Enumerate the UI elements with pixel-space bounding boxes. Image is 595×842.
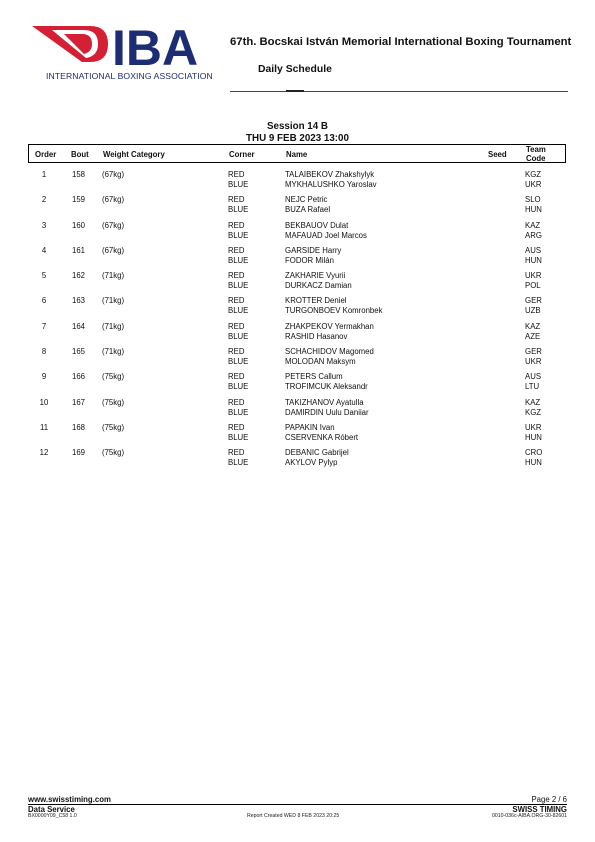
bout-order: 11 — [39, 422, 49, 432]
blue-corner: BLUE — [228, 458, 249, 468]
blue-boxer-name: AKYLOV Pylyp — [285, 458, 338, 468]
blue-boxer-name: DURKACZ Damian — [285, 281, 352, 291]
red-boxer-name: ZHAKPEKOV Yermakhan — [285, 321, 374, 331]
red-corner: RED — [228, 422, 245, 432]
blue-corner: BLUE — [228, 180, 249, 189]
blue-corner: BLUE — [228, 205, 249, 215]
blue-team-code: ARG — [525, 230, 542, 240]
bout-number: 162 — [72, 271, 86, 281]
red-corner: RED — [228, 271, 245, 281]
blue-team-code: UKR — [525, 180, 542, 189]
column-bout: Bout — [71, 150, 89, 159]
blue-corner: BLUE — [228, 255, 249, 265]
weight-category: (71kg) — [102, 321, 125, 331]
bout-list — [28, 170, 566, 474]
blue-corner: BLUE — [228, 331, 249, 341]
weight-category: (71kg) — [102, 296, 125, 306]
bout-number: 167 — [72, 397, 86, 407]
doc-title: Daily Schedule — [258, 64, 332, 75]
table-row — [28, 195, 566, 220]
weight-category: (75kg) — [102, 422, 125, 432]
event-title: 67th. Bocskai István Memorial International Boxing Tournament — [230, 36, 572, 48]
bout-number: 165 — [72, 347, 86, 357]
bout-number: 158 — [72, 170, 86, 179]
red-team-code: CRO — [525, 448, 543, 458]
blue-boxer-name: MYKHALUSHKO Yaroslav — [285, 180, 377, 189]
logo-wordmark: IBA — [112, 20, 199, 70]
weight-category: (67kg) — [102, 220, 125, 230]
page-number: Page 2 / 6 — [531, 795, 567, 804]
red-corner: RED — [228, 170, 245, 179]
blue-team-code: KGZ — [525, 407, 542, 417]
red-corner: RED — [228, 397, 245, 407]
table-row — [28, 296, 566, 321]
table-row — [28, 448, 566, 473]
blue-team-code: LTU — [525, 382, 540, 392]
footer-divider — [28, 804, 567, 805]
session-datetime: THU 9 FEB 2023 13:00 — [246, 133, 349, 144]
table-row — [28, 271, 566, 296]
bout-number: 161 — [72, 245, 86, 255]
swiss-timing-label: SWISS TIMING — [512, 805, 567, 814]
bout-number: 159 — [72, 195, 86, 205]
bout-order: 4 — [41, 245, 47, 255]
weight-category: (67kg) — [102, 195, 125, 205]
table-header — [28, 144, 566, 163]
column-name: Name — [286, 150, 308, 159]
bout-number: 166 — [72, 372, 86, 382]
red-team-code: UKR — [525, 271, 542, 281]
red-boxer-name: TALAIBEKOV Zhakshylyk — [285, 170, 375, 179]
table-row — [28, 372, 566, 397]
table-row — [28, 170, 566, 195]
column-weight-category: Weight Category — [103, 150, 165, 159]
header-divider — [230, 91, 568, 92]
weight-category: (67kg) — [102, 170, 125, 179]
table-row — [28, 347, 566, 372]
bout-number: 163 — [72, 296, 86, 306]
red-team-code: SLO — [525, 195, 541, 205]
blue-team-code: HUN — [525, 205, 542, 215]
column-team-code: Team Code — [526, 145, 546, 163]
blue-corner: BLUE — [228, 306, 249, 316]
logo-subtitle: INTERNATIONAL BOXING ASSOCIATION — [46, 71, 213, 81]
bout-order: 6 — [41, 296, 47, 306]
table-row — [28, 246, 566, 271]
column-corner: Corner — [229, 150, 255, 159]
red-boxer-name: TAKIZHANOV Ayatulla — [285, 397, 364, 407]
blue-corner: BLUE — [228, 432, 249, 442]
blue-corner: BLUE — [228, 230, 249, 240]
red-corner: RED — [228, 296, 245, 306]
weight-category: (75kg) — [102, 397, 125, 407]
blue-corner: BLUE — [228, 357, 249, 367]
bout-order: 10 — [39, 397, 49, 407]
blue-boxer-name: TROFIMCUK Aleksandr — [285, 382, 368, 392]
blue-team-code: HUN — [525, 255, 542, 265]
red-boxer-name: PETERS Callum — [285, 372, 343, 382]
red-team-code: KAZ — [525, 220, 541, 230]
red-team-code: KAZ — [525, 321, 541, 331]
red-corner: RED — [228, 220, 245, 230]
table-row — [28, 398, 566, 423]
iba-logo — [30, 20, 230, 84]
table-row — [28, 423, 566, 448]
red-team-code: UKR — [525, 422, 542, 432]
blue-boxer-name: BUZA Rafael — [285, 205, 331, 215]
blue-boxer-name: MAFAUAD Joel Marcos — [285, 230, 367, 240]
blue-corner: BLUE — [228, 407, 249, 417]
blue-boxer-name: TURGONBOEV Komronbek — [285, 306, 383, 316]
red-boxer-name: KROTTER Deniel — [285, 296, 347, 306]
red-team-code: KGZ — [525, 170, 542, 179]
red-team-code: AUS — [525, 372, 542, 382]
bout-order: 7 — [41, 321, 47, 331]
red-boxer-name: NEJC Petric — [285, 195, 328, 205]
blue-boxer-name: RASHID Hasanov — [285, 331, 348, 341]
red-corner: RED — [228, 372, 245, 382]
red-corner: RED — [228, 448, 245, 458]
report-created: Report Created WED 8 FEB 2023 20:25 — [247, 813, 340, 819]
bout-number: 160 — [72, 220, 86, 230]
red-boxer-name: GARSIDE Harry — [285, 245, 342, 255]
blue-boxer-name: MOLODAN Maksym — [285, 357, 356, 367]
red-boxer-name: BEKBAUOV Dulat — [285, 220, 349, 230]
bout-order: 3 — [41, 220, 47, 230]
blue-boxer-name: CSERVENKA Róbert — [285, 432, 359, 442]
table-row — [28, 221, 566, 246]
blue-team-code: HUN — [525, 458, 542, 468]
red-corner: RED — [228, 245, 245, 255]
blue-team-code: HUN — [525, 432, 542, 442]
blue-team-code: AZE — [525, 331, 541, 341]
data-service-label: Data Service — [28, 805, 75, 814]
red-boxer-name: ZAKHARIE Vyurii — [285, 271, 346, 281]
bout-number: 169 — [72, 448, 86, 458]
blue-boxer-name: DAMIRDIN Uulu Daniiar — [285, 407, 369, 417]
table-row — [28, 322, 566, 347]
blue-corner: BLUE — [228, 382, 249, 392]
blue-corner: BLUE — [228, 281, 249, 291]
bout-order: 5 — [41, 271, 47, 281]
bout-number: 164 — [72, 321, 86, 331]
red-team-code: GER — [525, 347, 542, 357]
red-boxer-name: PAPAKIN Ivan — [285, 422, 335, 432]
red-corner: RED — [228, 347, 245, 357]
bout-order: 1 — [41, 170, 47, 179]
bout-number: 168 — [72, 422, 86, 432]
weight-category: (75kg) — [102, 448, 125, 458]
iba-logo-mark — [30, 20, 230, 70]
blue-team-code: UZB — [525, 306, 541, 316]
weight-category: (71kg) — [102, 347, 125, 357]
session-name: Session 14 B — [267, 121, 328, 132]
bout-order: 9 — [41, 372, 47, 382]
blue-team-code: POL — [525, 281, 541, 291]
blue-team-code: UKR — [525, 357, 542, 367]
bout-order: 12 — [39, 448, 49, 458]
red-team-code: AUS — [525, 245, 542, 255]
red-boxer-name: SCHACHIDOV Magomed — [285, 347, 374, 357]
footer-url: www.swisstiming.com — [28, 795, 111, 804]
weight-category: (75kg) — [102, 372, 125, 382]
red-team-code: GER — [525, 296, 542, 306]
doc-code: 0010-036c-AIBA.ORG-30-82601 — [492, 813, 567, 819]
column-order: Order — [35, 150, 57, 159]
red-corner: RED — [228, 195, 245, 205]
weight-category: (71kg) — [102, 271, 125, 281]
weight-category: (67kg) — [102, 245, 125, 255]
column-seed: Seed — [488, 150, 507, 159]
bout-order: 2 — [41, 195, 47, 205]
red-team-code: KAZ — [525, 397, 541, 407]
red-corner: RED — [228, 321, 245, 331]
red-boxer-name: DEBANIC Gabrijel — [285, 448, 349, 458]
report-code: BX0000Y09_C58 1.0 — [28, 813, 77, 819]
blue-boxer-name: FODOR Milán — [285, 255, 334, 265]
bout-order: 8 — [41, 347, 47, 357]
